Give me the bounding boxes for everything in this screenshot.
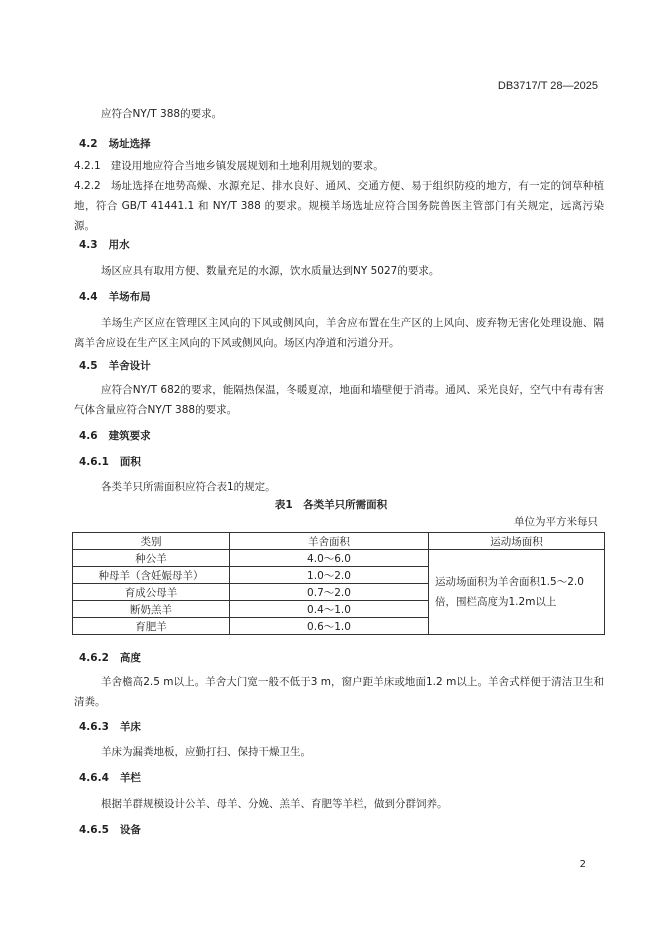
area-cell: 0.7～2.0	[230, 584, 429, 601]
section-number: 4.6.1	[79, 456, 109, 468]
paragraph-4-6-4: 根据羊群规模设计公羊、母羊、分娩、羔羊、育肥等羊栏，做到分群饲养。	[101, 798, 448, 810]
column-header: 运动场面积	[429, 533, 605, 550]
area-cell: 0.4～1.0	[230, 601, 429, 618]
paragraph-4-3: 场区应具有取用方便、数量充足的水源，饮水质量达到NY 5027的要求。	[101, 265, 440, 277]
clause-number: 4.2.2	[74, 180, 101, 192]
paragraph-4-6-1: 各类羊只所需面积应符合表1的规定。	[101, 481, 276, 493]
section-heading-4-4	[79, 289, 151, 304]
category-cell: 育成公母羊	[73, 584, 230, 601]
area-requirement-table	[72, 532, 605, 635]
exercise-area-note-cell: 运动场面积为羊舍面积1.5～2.0倍，围栏高度为1.2m以上	[429, 550, 605, 635]
section-heading-4-6-5	[79, 822, 141, 837]
section-number: 4.6.5	[79, 824, 109, 836]
section-number: 4.5	[79, 360, 98, 372]
section-title: 羊场布局	[108, 291, 151, 303]
category-cell: 种母羊（含妊娠母羊）	[73, 567, 230, 584]
section-title: 面积	[119, 456, 141, 468]
section-heading-4-6-1	[79, 454, 141, 469]
paragraph-continued: 应符合NY/T 388的要求。	[101, 108, 223, 120]
section-number: 4.6.2	[79, 652, 109, 664]
section-title: 羊舍设计	[108, 360, 151, 372]
section-number: 4.3	[79, 239, 98, 251]
section-title: 羊栏	[119, 772, 141, 784]
area-cell: 1.0～2.0	[230, 567, 429, 584]
paragraph-4-5: 应符合NY/T 682的要求，能隔热保温，冬暖夏凉，地面和墙壁便于消毒。通风、采光良好，空气中有毒有害气体含量应符合NY/T 388的要求。	[74, 384, 604, 416]
section-title: 高度	[119, 652, 141, 664]
category-cell: 断奶羔羊	[73, 601, 230, 618]
section-heading-4-6-3	[79, 719, 141, 734]
section-number: 4.6.3	[79, 721, 109, 733]
column-header: 类别	[73, 533, 230, 550]
section-number: 4.4	[79, 291, 98, 303]
category-cell: 种公羊	[73, 550, 230, 567]
area-cell: 4.0～6.0	[230, 550, 429, 567]
section-number: 4.2	[79, 138, 98, 150]
section-title: 用水	[108, 239, 130, 251]
table-caption: 表1 各类羊只所需面积	[274, 499, 388, 511]
section-number: 4.6	[79, 430, 98, 442]
section-title: 场址选择	[108, 138, 151, 150]
table-unit: 单位为平方米每只	[514, 516, 598, 528]
paragraph-4-4: 羊场生产区应在管理区主风向的下风或侧风向，羊舍应布置在生产区的上风向、废弃物无害化处理设施、隔离羊舍应设在生产区主风向的下风或侧风向。场区内净道和污道分开。	[74, 317, 604, 349]
section-title: 建筑要求	[108, 430, 151, 442]
page-number: 2	[579, 859, 586, 870]
clause-text: 场址选择在地势高燥、水源充足、排水良好、通风、交通方便、易于组织防疫的地方，有一定的饲草种植地，符合 GB/T 41441.1 和 NY/T 388 的要求。规模羊场选址应符合国务院兽医主管部门有关规定，远离污染源。	[74, 180, 604, 232]
category-cell: 育肥羊	[73, 618, 230, 635]
section-heading-4-5	[79, 358, 151, 373]
clause-text: 建设用地应符合当地乡镇发展规划和土地利用规划的要求。	[110, 160, 384, 172]
table-row	[73, 550, 605, 567]
clause-number: 4.2.1	[74, 160, 101, 172]
column-header: 羊舍面积	[230, 533, 429, 550]
section-heading-4-6	[79, 428, 151, 443]
section-heading-4-2	[79, 136, 151, 151]
section-number: 4.6.4	[79, 772, 109, 784]
area-cell: 0.6～1.0	[230, 618, 429, 635]
clause-4-2-1	[74, 156, 604, 176]
document-code: DB3717/T 28—2025	[497, 80, 598, 92]
paragraph-4-6-3: 羊床为漏粪地板，应勤打扫、保持干燥卫生。	[101, 746, 311, 758]
paragraph-4-6-2: 羊舍檐高2.5 m以上。羊舍大门宽一般不低于3 m，窗户距羊床或地面1.2 m以上。羊舍式样便于清洁卫生和清粪。	[74, 676, 604, 708]
section-heading-4-6-2	[79, 650, 141, 665]
section-heading-4-3	[79, 237, 130, 252]
section-heading-4-6-4	[79, 770, 141, 785]
section-title: 设备	[119, 824, 141, 836]
table-header-row	[73, 533, 605, 550]
section-title: 羊床	[119, 721, 141, 733]
clause-4-2-2	[74, 176, 604, 236]
